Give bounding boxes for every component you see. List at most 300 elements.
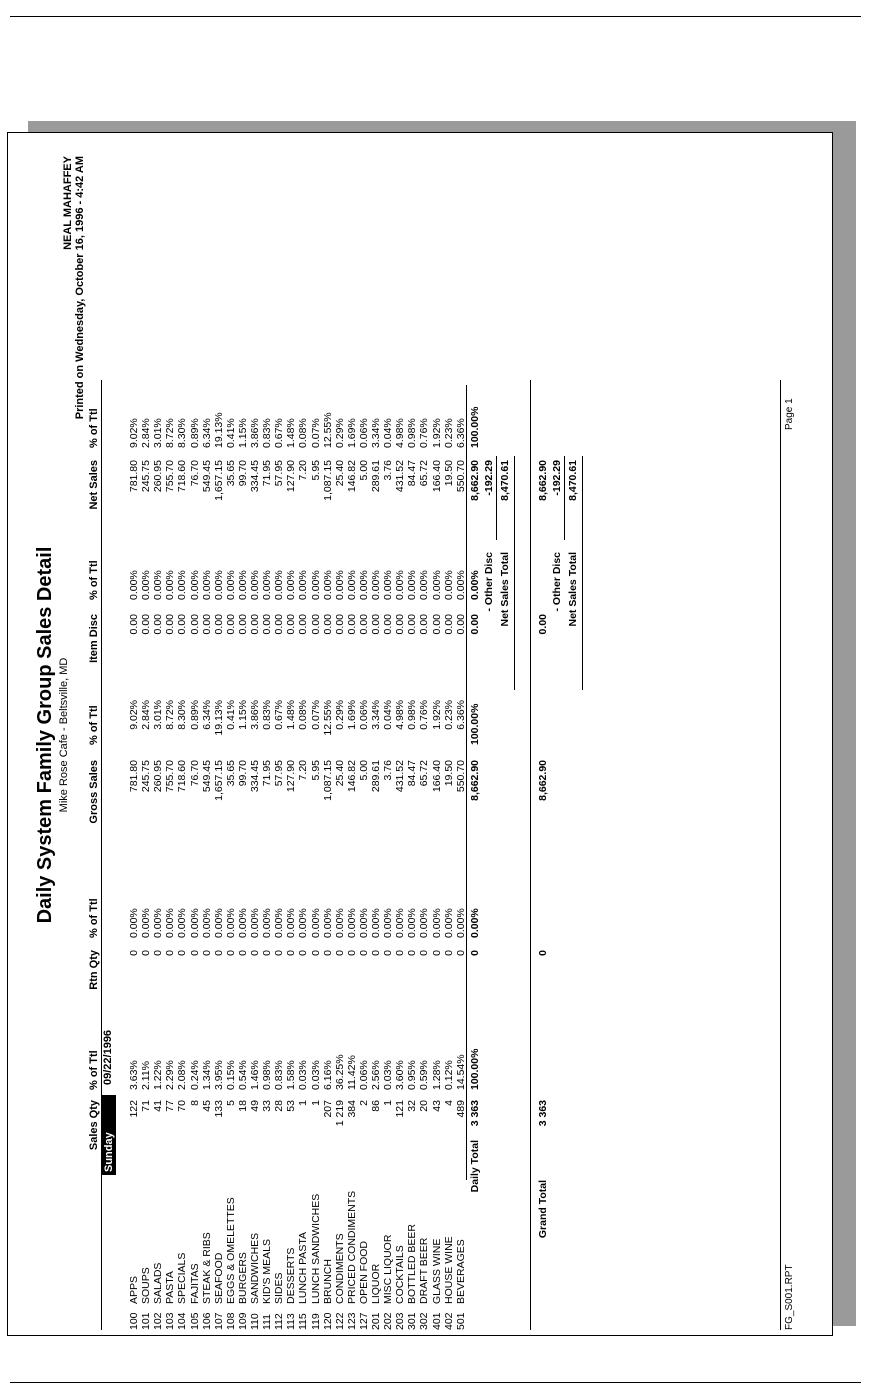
row-item-disc: 0.00 — [188, 614, 201, 635]
daily-net: 8,662.90 — [469, 460, 481, 501]
row-sales-pct: 1.34% — [200, 1060, 213, 1090]
row-code: 501 — [454, 1312, 467, 1330]
row-sales-pct: 0.03% — [297, 1060, 310, 1090]
row-gross-pct: 3.01% — [152, 700, 165, 730]
report-filename: FG_S001.RPT — [784, 1264, 795, 1330]
row-gross: 5.95 — [309, 760, 322, 781]
row-item-disc-pct: 0.00% — [188, 570, 201, 600]
row-net-pct: 0.98% — [406, 418, 419, 448]
row-gross: 755.70 — [164, 760, 177, 793]
row-sales-qty: 4 — [442, 1100, 455, 1106]
row-gross-pct: 0.67% — [273, 700, 286, 730]
row-code: 103 — [164, 1312, 177, 1330]
table-row — [225, 140, 237, 1330]
row-net: 550.70 — [454, 460, 467, 493]
row-name: EGGS & OMELETTES — [224, 1197, 237, 1304]
row-net-pct: 1.48% — [285, 418, 298, 448]
row-net: 549.45 — [200, 460, 213, 493]
row-rtn-pct: 0.00% — [430, 908, 443, 938]
row-rtn-pct: 0.00% — [236, 908, 249, 938]
row-rtn-pct: 0.00% — [454, 908, 467, 938]
row-gross-pct: 0.89% — [188, 700, 201, 730]
row-sales-pct: 0.06% — [357, 1060, 370, 1090]
row-code: 100 — [128, 1312, 140, 1330]
row-item-disc-pct: 0.00% — [224, 570, 237, 600]
row-name: DRAFT BEER — [418, 1237, 431, 1304]
row-sales-pct: 0.83% — [273, 1060, 286, 1090]
row-sales-qty: 45 — [200, 1100, 213, 1112]
table-row — [418, 140, 430, 1330]
row-gross: 71.95 — [261, 760, 274, 787]
row-code: 203 — [394, 1312, 407, 1330]
row-rtn-pct: 0.00% — [309, 908, 322, 938]
row-sales-pct: 0.59% — [418, 1060, 431, 1090]
row-sales-qty: 71 — [140, 1100, 153, 1112]
row-sales-qty: 384 — [345, 1100, 358, 1118]
row-net: 755.70 — [164, 460, 177, 493]
row-net-pct: 0.83% — [261, 418, 274, 448]
row-rtn-qty: 0 — [309, 950, 322, 956]
row-gross: 781.80 — [128, 760, 140, 793]
row-sales-qty: 1 219 — [333, 1100, 346, 1127]
row-gross: 549.45 — [200, 760, 213, 793]
grand-rule — [530, 380, 531, 1330]
table-row — [273, 140, 285, 1330]
row-item-disc-pct: 0.00% — [333, 570, 346, 600]
row-gross-pct: 0.08% — [297, 700, 310, 730]
row-gross: 5.00 — [357, 760, 370, 781]
row-net-pct: 0.23% — [442, 418, 455, 448]
row-item-disc: 0.00 — [309, 614, 322, 635]
day-label: Sunday — [102, 1095, 116, 1175]
row-gross-pct: 1.15% — [236, 700, 249, 730]
row-sales-qty: 43 — [430, 1100, 443, 1112]
row-sales-qty: 77 — [164, 1100, 177, 1112]
row-gross: 19.50 — [442, 760, 455, 787]
row-rtn-qty: 0 — [249, 950, 261, 956]
row-rtn-pct: 0.00% — [418, 908, 431, 938]
row-gross-pct: 12.55% — [321, 700, 334, 736]
row-sales-pct: 3.95% — [212, 1060, 225, 1090]
row-item-disc: 0.00 — [357, 614, 370, 635]
row-code: 402 — [442, 1312, 455, 1330]
grand-other-disc-label: - Other Disc — [551, 552, 563, 612]
row-rtn-pct: 0.00% — [285, 908, 298, 938]
row-sales-pct: 0.98% — [261, 1060, 274, 1090]
row-gross: 84.47 — [406, 760, 419, 787]
row-rtn-pct: 0.00% — [176, 908, 189, 938]
row-rtn-qty: 0 — [297, 950, 310, 956]
row-code: 105 — [188, 1312, 201, 1330]
row-code: 115 — [297, 1313, 310, 1330]
row-item-disc: 0.00 — [442, 614, 455, 635]
row-gross-pct: 0.06% — [357, 700, 370, 730]
row-net-pct: 4.98% — [394, 418, 407, 448]
row-net-pct: 0.04% — [382, 418, 395, 448]
row-name: DESSERTS — [285, 1247, 298, 1304]
grand-net-total-label: Net Sales Total — [567, 552, 579, 627]
row-item-disc-pct: 0.00% — [345, 570, 358, 600]
grand-rtn-qty: 0 — [537, 950, 549, 956]
row-net: 431.52 — [394, 460, 407, 493]
row-sales-qty: 2 — [357, 1100, 370, 1106]
row-sales-qty: 133 — [212, 1100, 225, 1118]
row-net-pct: 8.30% — [176, 418, 189, 448]
col-item-disc: Item Disc — [88, 614, 100, 663]
row-sales-pct: 0.12% — [442, 1060, 455, 1090]
daily-gross: 8,662.90 — [469, 760, 481, 801]
table-row — [261, 140, 273, 1330]
row-name: SEAFOOD — [212, 1252, 225, 1304]
row-rtn-qty: 0 — [442, 950, 455, 956]
daily-net-total-label: Net Sales Total — [499, 552, 511, 627]
row-item-disc: 0.00 — [236, 614, 249, 635]
row-rtn-qty: 0 — [394, 950, 407, 956]
row-rtn-pct: 0.00% — [212, 908, 225, 938]
table-row — [346, 140, 358, 1330]
row-sales-pct: 0.54% — [236, 1060, 249, 1090]
row-sales-qty: 8 — [188, 1100, 201, 1106]
row-item-disc-pct: 0.00% — [418, 570, 431, 600]
row-rtn-qty: 0 — [261, 950, 274, 956]
row-net: 7.20 — [297, 460, 310, 481]
row-name: SALADS — [152, 1262, 165, 1304]
row-gross: 65.72 — [418, 760, 431, 787]
grand-gross: 8,662.90 — [537, 760, 549, 801]
row-gross-pct: 1.48% — [285, 700, 298, 730]
row-sales-qty: 18 — [236, 1100, 249, 1112]
grand-total-label: Grand Total — [537, 1180, 549, 1239]
row-gross-pct: 3.34% — [370, 700, 382, 730]
table-row — [370, 140, 382, 1330]
row-item-disc-pct: 0.00% — [176, 570, 189, 600]
row-code: 113 — [285, 1313, 298, 1330]
table-row — [358, 140, 370, 1330]
daily-other-disc-label: - Other Disc — [483, 552, 495, 612]
row-net: 334.45 — [249, 460, 261, 493]
row-rtn-pct: 0.00% — [261, 908, 274, 938]
bottom-rule — [10, 1382, 861, 1383]
row-sales-pct: 14.54% — [454, 1054, 467, 1090]
row-rtn-pct: 0.00% — [357, 908, 370, 938]
row-name: SANDWICHES — [249, 1232, 261, 1304]
row-sales-qty: 41 — [152, 1100, 165, 1112]
table-row — [152, 140, 164, 1330]
row-net: 84.47 — [406, 460, 419, 487]
table-row — [189, 140, 201, 1330]
row-gross: 25.40 — [333, 760, 346, 787]
row-sales-pct: 2.56% — [370, 1060, 382, 1090]
rotated-report — [12, 140, 822, 1330]
row-rtn-pct: 0.00% — [345, 908, 358, 938]
col-rtn-pct: % of Ttl — [88, 898, 100, 938]
row-item-disc: 0.00 — [212, 614, 225, 635]
table-row — [406, 140, 418, 1330]
row-rtn-qty: 0 — [406, 950, 419, 956]
grand-sales-qty: 3 363 — [537, 1100, 549, 1127]
top-rule — [10, 16, 861, 17]
row-net: 5.95 — [309, 460, 322, 481]
row-code: 102 — [152, 1312, 165, 1330]
row-item-disc: 0.00 — [430, 614, 443, 635]
daily-net-rule — [496, 456, 497, 540]
row-net: 781.80 — [128, 460, 140, 493]
grand-net-rule — [564, 456, 565, 540]
row-net: 71.95 — [261, 460, 274, 487]
row-rtn-qty: 0 — [418, 950, 431, 956]
row-net: 19.50 — [442, 460, 455, 487]
row-item-disc-pct: 0.00% — [200, 570, 213, 600]
row-gross: 260.95 — [152, 760, 165, 793]
col-item-disc-pct: % of Ttl — [88, 560, 100, 600]
row-gross: 334.45 — [249, 760, 261, 793]
row-name: FAJITAS — [188, 1263, 201, 1304]
col-net-pct: % of Ttl — [88, 408, 100, 448]
row-net-pct: 0.41% — [224, 418, 237, 448]
row-rtn-pct: 0.00% — [200, 908, 213, 938]
row-item-disc: 0.00 — [454, 614, 467, 635]
table-row — [443, 140, 455, 1330]
row-item-disc: 0.00 — [224, 614, 237, 635]
row-code: 123 — [345, 1312, 358, 1330]
daily-rtn-pct: 0.00% — [469, 908, 481, 938]
table-row — [176, 140, 188, 1330]
table-row — [164, 140, 176, 1330]
row-gross: 57.95 — [273, 760, 286, 787]
row-net: 260.95 — [152, 460, 165, 493]
row-sales-qty: 207 — [321, 1100, 334, 1118]
row-rtn-pct: 0.00% — [140, 908, 153, 938]
row-item-disc-pct: 0.00% — [321, 570, 334, 600]
grand-item-disc: 0.00 — [537, 614, 549, 635]
row-item-disc-pct: 0.00% — [140, 570, 153, 600]
row-item-disc: 0.00 — [261, 614, 274, 635]
row-sales-qty: 489 — [454, 1100, 467, 1118]
row-item-disc-pct: 0.00% — [357, 570, 370, 600]
row-item-disc-pct: 0.00% — [454, 570, 467, 600]
col-sales-qty: Sales Qty — [88, 1100, 100, 1151]
grand-total-row — [537, 140, 549, 1330]
row-name: BOTTLED BEER — [406, 1224, 419, 1304]
row-name: KID'S MEALS — [261, 1238, 274, 1304]
daily-gross-pct: 100.00% — [469, 703, 481, 745]
row-net-pct: 12.55% — [321, 412, 334, 448]
total-rule — [466, 385, 467, 1180]
row-gross-pct: 0.07% — [309, 700, 322, 730]
row-net-pct: 0.67% — [273, 418, 286, 448]
row-name: SPECIALS — [176, 1252, 189, 1304]
table-row — [297, 140, 309, 1330]
row-net-pct: 3.34% — [370, 418, 382, 448]
row-item-disc: 0.00 — [406, 614, 419, 635]
row-item-disc: 0.00 — [418, 614, 431, 635]
row-sales-pct: 1.58% — [285, 1060, 298, 1090]
row-rtn-pct: 0.00% — [188, 908, 201, 938]
row-sales-pct: 2.11% — [140, 1061, 153, 1090]
table-row — [249, 140, 261, 1330]
row-rtn-pct: 0.00% — [152, 908, 165, 938]
row-gross-pct: 1.92% — [430, 700, 443, 730]
row-net-pct: 0.29% — [333, 418, 346, 448]
row-code: 201 — [370, 1312, 382, 1330]
row-code: 111 — [261, 1314, 274, 1330]
row-name: LUNCH SANDWICHES — [309, 1193, 322, 1304]
row-name: COCKTAILS — [394, 1245, 407, 1304]
daily-total-label: Daily Total — [469, 1140, 481, 1193]
printed-timestamp: Printed on Wednesday, October 16, 1996 - 4:42 AM — [74, 156, 86, 420]
row-rtn-qty: 0 — [164, 950, 177, 956]
col-gross-sales: Gross Sales — [88, 760, 100, 824]
row-net: 76.70 — [188, 460, 201, 487]
row-rtn-qty: 0 — [140, 950, 153, 956]
row-sales-pct: 1.22% — [152, 1060, 165, 1090]
row-rtn-qty: 0 — [370, 950, 382, 956]
table-row — [310, 140, 322, 1330]
row-code: 106 — [200, 1312, 213, 1330]
row-item-disc-pct: 0.00% — [212, 570, 225, 600]
row-sales-qty: 1 — [297, 1100, 310, 1106]
row-sales-pct: 11.42% — [345, 1055, 358, 1090]
row-net: 35.65 — [224, 460, 237, 487]
row-gross-pct: 1.69% — [345, 700, 358, 730]
row-item-disc-pct: 0.00% — [370, 570, 382, 600]
row-net: 718.60 — [176, 460, 189, 493]
row-net-pct: 3.86% — [249, 418, 261, 448]
report-owner: NEAL MAHAFFEY — [62, 156, 74, 250]
row-gross: 431.52 — [394, 760, 407, 793]
row-item-disc: 0.00 — [297, 614, 310, 635]
row-net: 5.00 — [357, 460, 370, 481]
row-code: 202 — [382, 1312, 395, 1330]
row-item-disc: 0.00 — [164, 614, 177, 635]
row-sales-qty: 20 — [418, 1100, 431, 1112]
row-name: BURGERS — [236, 1252, 249, 1304]
row-code: 110 — [249, 1313, 261, 1330]
row-item-disc-pct: 0.00% — [394, 570, 407, 600]
row-name: MISC LIQUOR — [382, 1234, 395, 1304]
row-item-disc-pct: 0.00% — [297, 570, 310, 600]
row-rtn-qty: 0 — [285, 950, 298, 956]
daily-total-row — [469, 140, 481, 1330]
row-rtn-qty: 0 — [224, 950, 237, 956]
row-code: 112 — [273, 1313, 286, 1330]
table-row — [201, 140, 213, 1330]
table-row — [322, 140, 334, 1330]
row-code: 127 — [357, 1312, 370, 1330]
row-rtn-pct: 0.00% — [273, 908, 286, 938]
row-rtn-qty: 0 — [188, 950, 201, 956]
row-net-pct: 6.36% — [454, 418, 467, 448]
row-gross-pct: 8.30% — [176, 700, 189, 730]
row-rtn-pct: 0.00% — [128, 908, 140, 938]
row-gross: 166.40 — [430, 760, 443, 793]
row-gross-pct: 6.36% — [454, 700, 467, 730]
row-rtn-pct: 0.00% — [249, 908, 261, 938]
row-gross: 1,087.15 — [321, 760, 334, 801]
row-gross: 1,657.15 — [212, 760, 225, 801]
row-rtn-pct: 0.00% — [394, 908, 407, 938]
row-sales-qty: 53 — [285, 1100, 298, 1112]
row-item-disc: 0.00 — [394, 614, 407, 635]
row-sales-pct: 3.60% — [394, 1060, 407, 1090]
row-name: APPS — [128, 1275, 140, 1304]
daily-item-disc: 0.00 — [469, 614, 481, 635]
row-net-pct: 9.02% — [128, 418, 140, 448]
row-gross-pct: 2.84% — [140, 700, 153, 730]
row-item-disc: 0.00 — [128, 614, 140, 635]
row-code: 109 — [236, 1312, 249, 1330]
row-sales-qty: 28 — [273, 1100, 286, 1112]
daily-other-disc: -192.29 — [483, 460, 495, 496]
row-code: 119 — [309, 1313, 322, 1330]
row-net-pct: 1.15% — [236, 418, 249, 448]
row-gross: 718.60 — [176, 760, 189, 793]
row-sales-qty: 5 — [224, 1100, 237, 1106]
row-name: GLASS WINE — [430, 1238, 443, 1304]
row-net-pct: 19.13% — [212, 412, 225, 448]
row-name: PRICED CONDIMENTS — [345, 1190, 358, 1304]
row-gross: 289.61 — [370, 760, 382, 793]
row-sales-pct: 2.29% — [164, 1060, 177, 1090]
daily-sales-pct: 100.00% — [469, 1048, 481, 1090]
table-row — [285, 140, 297, 1330]
row-item-disc: 0.00 — [321, 614, 334, 635]
row-name: PASTA — [164, 1271, 177, 1304]
row-rtn-qty: 0 — [430, 950, 443, 956]
row-sales-pct: 0.03% — [382, 1060, 395, 1090]
row-sales-qty: 49 — [249, 1100, 261, 1112]
row-code: 301 — [406, 1312, 419, 1330]
daily-net-pct: 100.00% — [469, 406, 481, 448]
grand-net: 8,662.90 — [537, 460, 549, 501]
row-sales-pct: 1.46% — [249, 1060, 261, 1090]
page-number: Page 1 — [784, 398, 795, 430]
row-net: 1,087.15 — [321, 460, 334, 501]
row-gross: 3.76 — [382, 760, 395, 781]
row-name: OPEN FOOD — [357, 1240, 370, 1304]
row-rtn-pct: 0.00% — [164, 908, 177, 938]
grand-net-total: 8,470.61 — [567, 460, 579, 501]
row-sales-pct: 6.16% — [321, 1060, 334, 1090]
row-gross-pct: 0.83% — [261, 700, 274, 730]
col-rtn-qty: Rtn Qty — [88, 950, 100, 990]
row-gross-pct: 6.34% — [200, 700, 213, 730]
row-sales-pct: 0.24% — [188, 1060, 201, 1090]
report-date: 09/22/1996 — [102, 1029, 114, 1085]
daily-net-total: 8,470.61 — [499, 460, 511, 501]
col-sales-pct: % of Ttl — [88, 1050, 100, 1090]
row-item-disc-pct: 0.00% — [249, 570, 261, 600]
row-net-pct: 2.84% — [140, 418, 153, 448]
table-row — [128, 140, 140, 1330]
row-item-disc: 0.00 — [273, 614, 286, 635]
row-net-pct: 8.72% — [164, 418, 177, 448]
row-net: 1,657.15 — [212, 460, 225, 501]
row-code: 108 — [224, 1312, 237, 1330]
grand-other-disc-row — [551, 140, 563, 1330]
row-sales-qty: 122 — [128, 1100, 140, 1118]
row-sales-qty: 1 — [382, 1100, 395, 1106]
row-gross-pct: 0.29% — [333, 700, 346, 730]
row-rtn-pct: 0.00% — [370, 908, 382, 938]
grand-other-disc: -192.29 — [551, 460, 563, 496]
table-row — [237, 140, 249, 1330]
row-code: 401 — [430, 1312, 443, 1330]
row-net: 99.70 — [236, 460, 249, 487]
report-title: Daily System Family Group Sales Detail — [34, 546, 56, 924]
row-gross: 76.70 — [188, 760, 201, 787]
row-item-disc: 0.00 — [285, 614, 298, 635]
